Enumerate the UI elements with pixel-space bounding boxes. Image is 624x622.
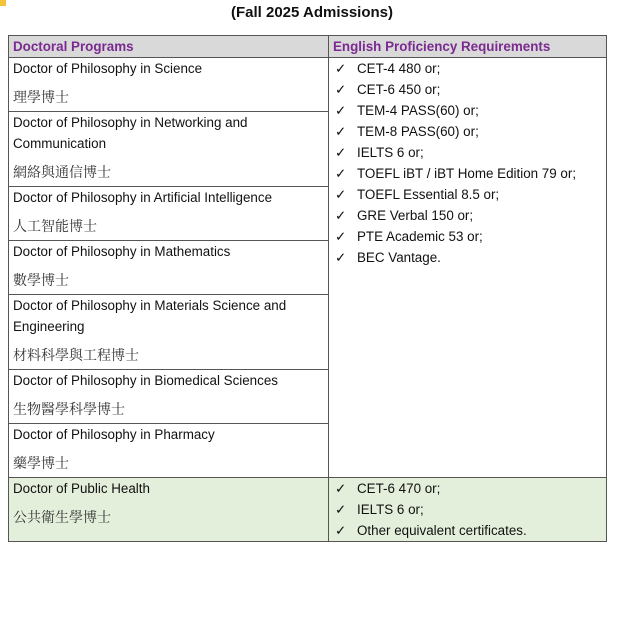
program-name-en: Doctor of Philosophy in Mathematics — [13, 244, 231, 259]
header-english-requirements: English Proficiency Requirements — [329, 36, 607, 58]
requirements-cell — [329, 58, 607, 478]
table-row-public-health — [9, 478, 607, 542]
program-cell — [9, 478, 329, 542]
program-name-en: Doctor of Philosophy in Artificial Intelligence — [13, 190, 273, 205]
page-title: (Fall 2025 Admissions) — [231, 4, 393, 21]
list-item — [333, 499, 602, 520]
requirement-text: TOEFL Essential 8.5 or; — [357, 187, 500, 202]
program-name-zh: 網絡與通信博士 — [13, 165, 111, 181]
requirement-text: CET-6 470 or; — [357, 481, 441, 496]
list-item — [333, 121, 602, 142]
program-name-en: Doctor of Philosophy in Biomedical Sciences — [13, 373, 278, 388]
check-icon: ✓ — [335, 166, 347, 181]
list-item — [333, 247, 602, 268]
check-icon: ✓ — [335, 208, 347, 223]
program-name-en: Doctor of Philosophy in Science — [13, 61, 203, 76]
check-icon: ✓ — [335, 103, 347, 118]
header-doctoral-programs: Doctoral Programs — [9, 36, 329, 58]
list-item — [333, 520, 602, 541]
check-icon: ✓ — [335, 61, 347, 76]
program-name-zh: 公共衛生學博士 — [13, 510, 111, 526]
list-item — [333, 163, 602, 184]
list-item — [333, 100, 602, 121]
program-name-zh: 生物醫學科學博士 — [13, 402, 125, 418]
check-icon: ✓ — [335, 229, 347, 244]
program-name-zh: 理學博士 — [13, 90, 69, 106]
program-name-en: Doctor of Philosophy in Networking and Communication — [13, 115, 248, 151]
program-cell — [9, 241, 329, 295]
requirements-list — [333, 478, 602, 541]
requirement-text: CET-4 480 or; — [357, 61, 441, 76]
check-icon: ✓ — [335, 82, 347, 97]
requirement-text: GRE Verbal 150 or; — [357, 208, 474, 223]
requirement-text: Other equivalent certificates. — [357, 523, 527, 538]
requirements-list — [333, 58, 602, 268]
check-icon: ✓ — [335, 523, 347, 538]
requirement-text: TEM-8 PASS(60) or; — [357, 124, 479, 139]
list-item — [333, 79, 602, 100]
program-cell — [9, 112, 329, 187]
requirements-cell — [329, 478, 607, 542]
list-item — [333, 205, 602, 226]
list-item — [333, 142, 602, 163]
check-icon: ✓ — [335, 250, 347, 265]
program-name-zh: 藥學博士 — [13, 456, 69, 472]
program-name-en: Doctor of Philosophy in Pharmacy — [13, 427, 215, 442]
list-item — [333, 226, 602, 247]
requirement-text: TEM-4 PASS(60) or; — [357, 103, 479, 118]
requirement-text: IELTS 6 or; — [357, 502, 424, 517]
program-cell — [9, 424, 329, 478]
program-name-zh: 人工智能博士 — [13, 219, 97, 235]
requirement-text: IELTS 6 or; — [357, 145, 424, 160]
program-cell — [9, 295, 329, 370]
requirement-text: PTE Academic 53 or; — [357, 229, 483, 244]
program-name-en: Doctor of Philosophy in Materials Science and Engineering — [13, 298, 287, 334]
check-icon: ✓ — [335, 502, 347, 517]
list-item — [333, 58, 602, 79]
program-cell — [9, 58, 329, 112]
program-name-zh: 材料科學與工程博士 — [13, 348, 139, 364]
check-icon: ✓ — [335, 187, 347, 202]
check-icon: ✓ — [335, 124, 347, 139]
requirement-text: BEC Vantage. — [357, 250, 441, 265]
table-header-row — [9, 36, 607, 58]
list-item — [333, 478, 602, 499]
check-icon: ✓ — [335, 481, 347, 496]
table-row — [9, 58, 607, 112]
requirement-text: CET-6 450 or; — [357, 82, 441, 97]
requirements-table — [8, 35, 607, 542]
requirement-text: TOEFL iBT / iBT Home Edition 79 or; — [357, 166, 577, 181]
program-cell — [9, 187, 329, 241]
program-name-zh: 數學博士 — [13, 273, 69, 289]
program-name-en: Doctor of Public Health — [13, 481, 150, 496]
check-icon: ✓ — [335, 145, 347, 160]
list-item — [333, 184, 602, 205]
program-cell — [9, 370, 329, 424]
